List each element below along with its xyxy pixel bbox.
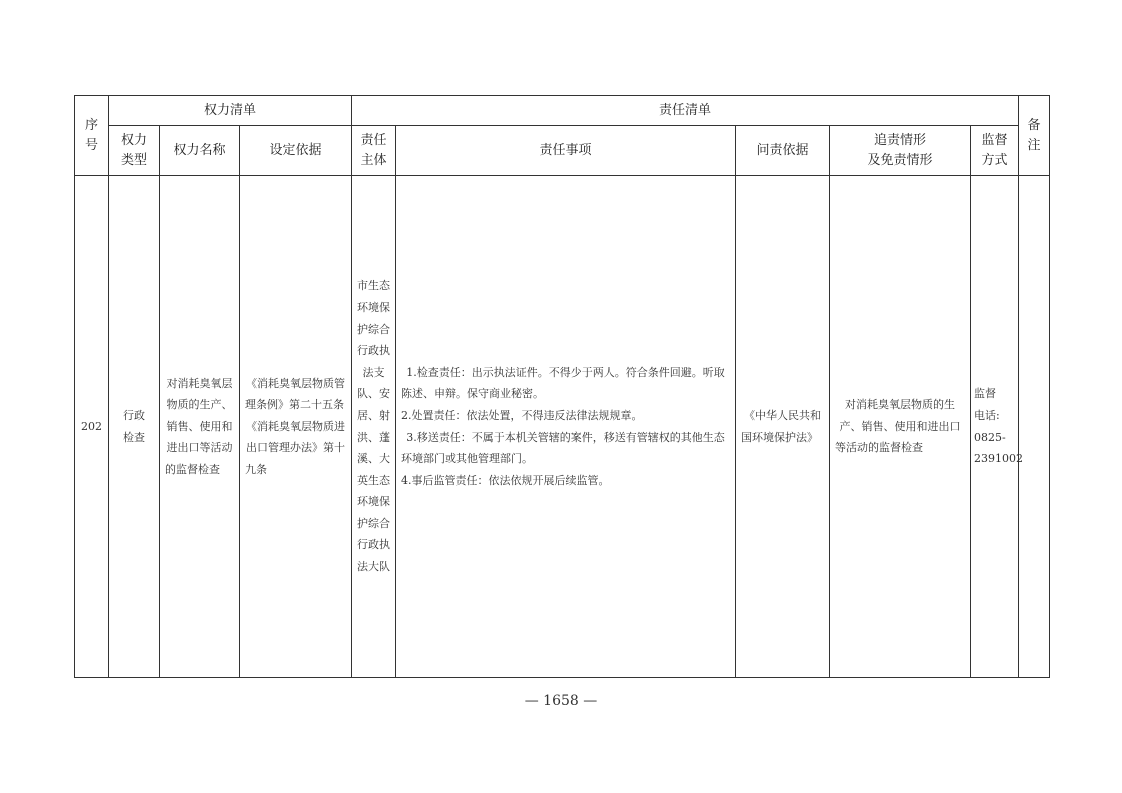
seq-header: 序 号: [75, 96, 109, 176]
row-accountability-basis: 《中华人民共和国环境保护法》: [736, 176, 830, 678]
remarks-header: 备 注: [1019, 96, 1050, 176]
row-pursuit: 对消耗臭氧层物质的生产、销售、使用和进出口等活动的监督检查: [830, 176, 971, 678]
responsibility-list-header: 责任清单: [352, 96, 1019, 126]
table-row: [75, 176, 1050, 678]
power-responsibility-table: [74, 95, 1050, 678]
basis-header: 设定依据: [240, 126, 352, 176]
row-remarks: [1019, 176, 1050, 678]
power-name-header: 权力名称: [160, 126, 240, 176]
row-seq: 202: [75, 176, 109, 678]
row-subject: 市生态环境保护综合行政执法支队、安居、射洪、蓬溪、大英生态环境保护综合行政执法大队: [352, 176, 396, 678]
accountability-basis-header: 问责依据: [736, 126, 830, 176]
subject-header: 责任 主体: [352, 126, 396, 176]
power-list-header: 权力清单: [109, 96, 352, 126]
pursuit-header: 追责情形 及免责情形: [830, 126, 971, 176]
row-basis: 《消耗臭氧层物质管理条例》第二十五条 《消耗臭氧层物质进出口管理办法》第十九条: [240, 176, 352, 678]
row-power-name: 对消耗臭氧层物质的生产、销售、使用和进出口等活动的监督检查: [160, 176, 240, 678]
matters-header: 责任事项: [396, 126, 736, 176]
supervision-header: 监督 方式: [971, 126, 1019, 176]
power-type-header: 权力 类型: [109, 126, 160, 176]
page-number: — 1658 —: [524, 693, 598, 709]
row-supervision: 监督 电话: 0825- 2391002: [971, 176, 1019, 678]
row-matters: 1.检查责任：出示执法证件。不得少于两人。符合条件回避。听取陈述、申辩。保守商业秘密。 2.处置责任：依法处置，不得违反法律法规规章。 3.移送责任：不属于本机关管辖的案件，移送有管辖权的其他生态环境部门或其他管理部门。 4.事后监管责任：依法依规开展后续监管。: [396, 176, 736, 678]
row-power-type: 行政 检查: [109, 176, 160, 678]
